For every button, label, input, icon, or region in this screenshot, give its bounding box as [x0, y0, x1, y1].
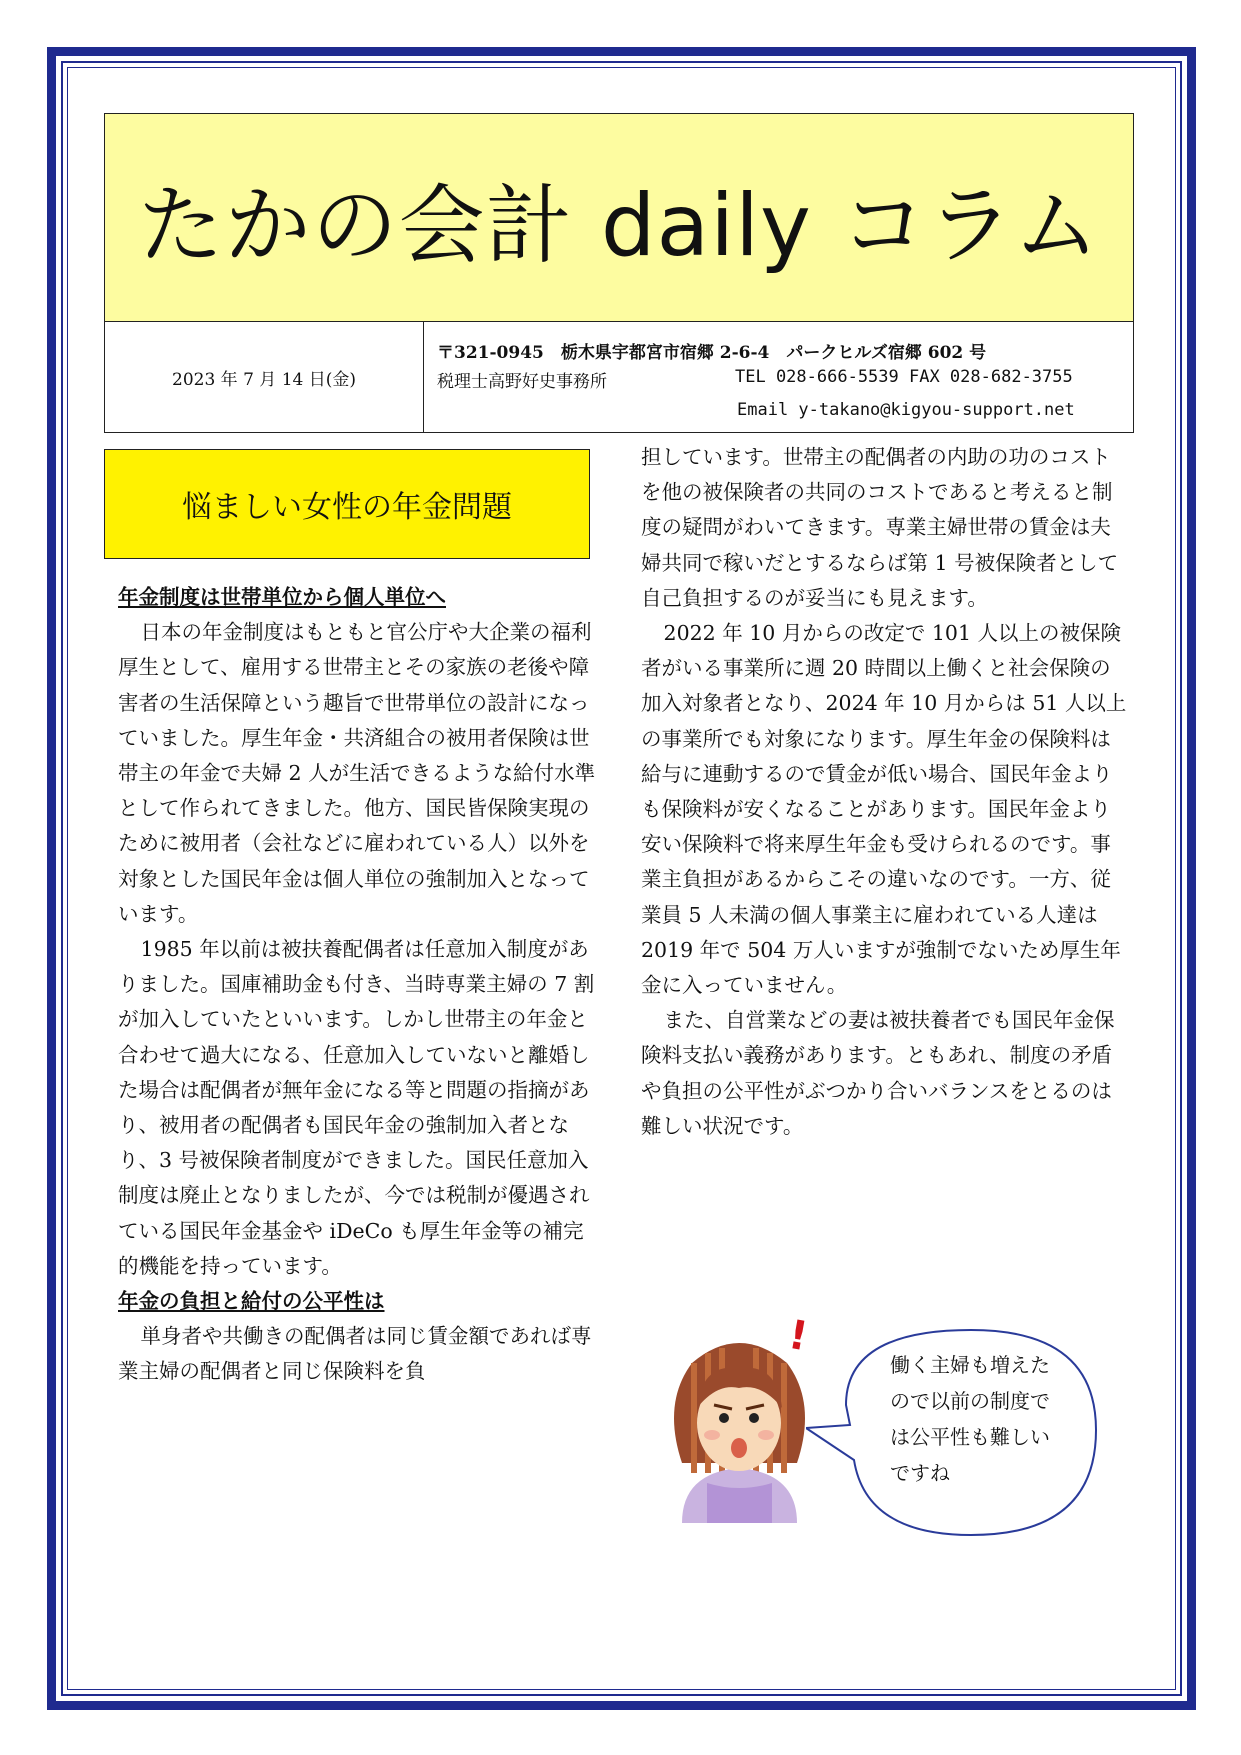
subheading-fairness: 年金の負担と給付の公平性は — [118, 1289, 385, 1314]
exclamation-mark-icon: ! — [785, 1311, 812, 1361]
speech-line: 働く主婦も増えた — [890, 1353, 1050, 1377]
subheading-individual-unit: 年金制度は世帯単位から個人単位へ — [118, 585, 446, 609]
paragraph: 1985 年以前は被扶養配偶者は任意加入制度がありました。国庫補助金も付き、当時専業主婦の 7 割が加入していたといいます。しかし世帯主の年金と合わせて過大になる、任意加入していないと離婚した場合は配偶者が無年金になる等と問題の指摘があり、被用者の配偶者も国民年金の強制加入者となり、3 号被保険者制度ができました。国民任意加入制度は廃止となりましたが、今では税制が優遇されている国民年金基金や iDeCo も厚生年金等の補完的機能を持っています。 — [118, 937, 595, 1278]
postal-address: 〒321-0945 栃木県宇都宮市宿郷 2-6-4 パークヒルズ宿郷 602 号 — [437, 343, 987, 363]
right-column — [641, 440, 1127, 1144]
speech-line: は公平性も難しい — [890, 1425, 1050, 1449]
title-banner — [105, 114, 1133, 322]
speech-bubble-text — [890, 1347, 1090, 1491]
left-column — [118, 580, 604, 1390]
speech-line: ので以前の制度で — [890, 1389, 1050, 1413]
office-name: 税理士高野好史事務所 — [437, 372, 607, 392]
paragraph: 担しています。世帯主の配偶者の内助の功のコストを他の被保険者の共同のコストであると考えると制度の疑問がわいてきます。専業主婦世帯の賃金は夫婦共同で稼いだとするならば第 1 号被保険者として自己負担するのが妥当にも見えます。 — [641, 445, 1119, 610]
masthead — [104, 113, 1134, 433]
article-headline: 悩ましい女性の年金問題 — [104, 449, 590, 559]
contact-info — [425, 322, 1133, 432]
email-address: Email y-takano@kigyou-support.net — [737, 400, 1075, 420]
issue-date: 2023 年 7 月 14 日(金) — [105, 322, 424, 432]
paragraph: 日本の年金制度はもともと官公庁や大企業の福利厚生として、雇用する世帯主とその家族の老後や障害者の生活保障という趣旨で世帯単位の設計になっていました。厚生年金・共済組合の被用者保険は世帯主の年金で夫婦 2 人が生活できるような給付水準として作られてきました。他方、国民皆保険実現のために被用者（会社などに雇われている人）以外を対象とした国民年金は個人単位の強制加入となっています。 — [118, 620, 596, 926]
newsletter-title: たかの会計 daily コラム — [137, 175, 1101, 276]
paragraph: 2022 年 10 月からの改定で 101 人以上の被保険者がいる事業所に週 20 時間以上働くと社会保険の加入対象者となり、2024 年 10 月からは 51 人以上の事業所でも対象になります。厚生年金の保険料は給与に連動するので賃金が低い場合、国民年金よりも保険料が安くなることがあります。国民年金より安い保険料で将来厚生年金も受けられるのです。事業主負担があるからこその違いなのです。一方、従業員 5 人未満の個人事業主に雇われている人達は 2019 年で 504 万人いますが強制でないため厚生年金に入っていません。 — [641, 621, 1127, 998]
paragraph: 単身者や共働きの配偶者は同じ賃金額であれば専業主婦の配偶者と同じ保険料を負 — [118, 1324, 592, 1384]
paragraph: また、自営業などの妻は被扶養者でも国民年金保険料支払い義務があります。ともあれ、制度の矛盾や負担の公平性がぶつかり合いバランスをとるのは難しい状況です。 — [641, 1008, 1115, 1138]
tel-fax: TEL 028-666-5539 FAX 028-682-3755 — [735, 367, 1073, 387]
speech-line: ですね — [890, 1461, 950, 1485]
